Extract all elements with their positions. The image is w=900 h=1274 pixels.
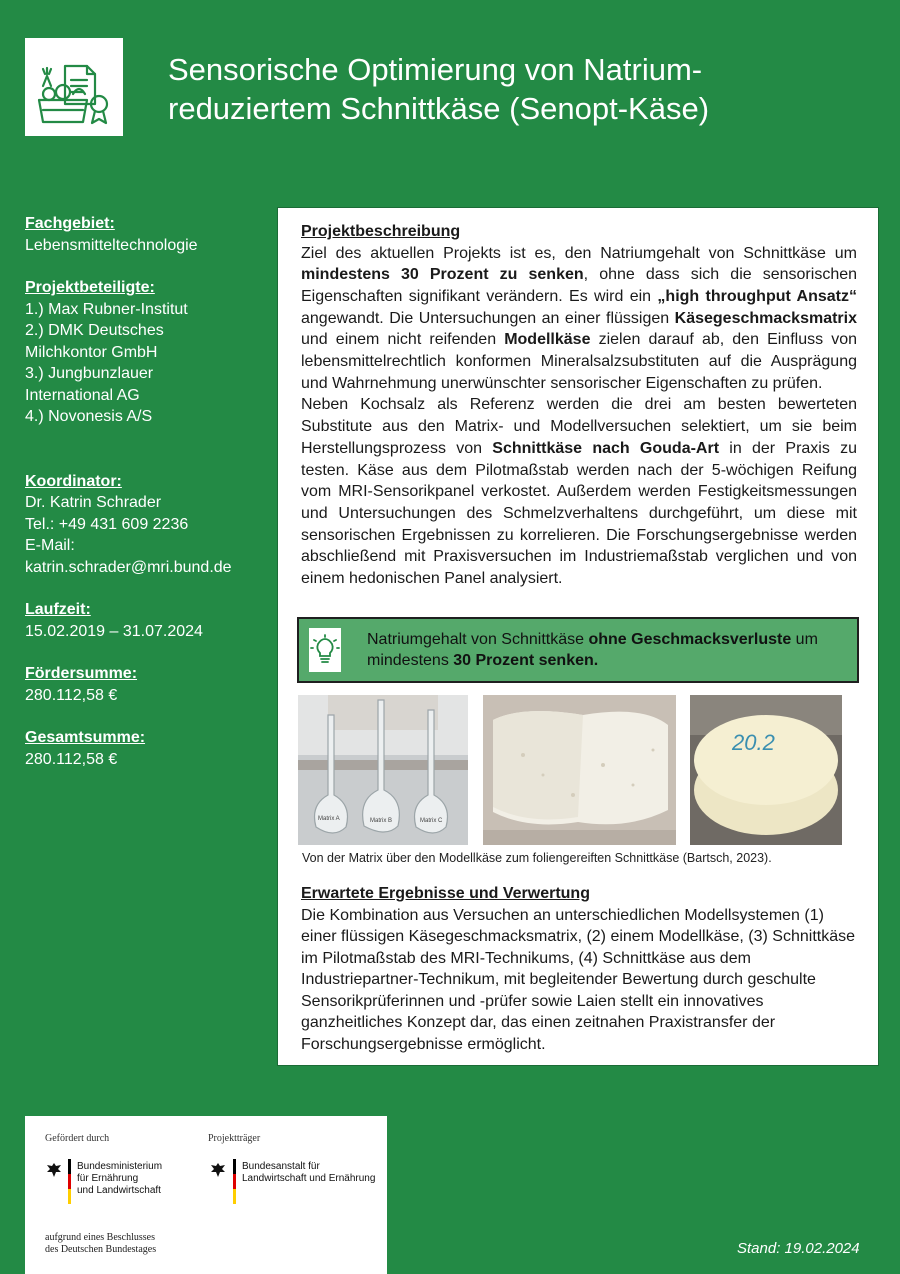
beteiligte-section xyxy=(25,277,270,428)
partner-item: 3.) Jungbunzlauer xyxy=(25,365,154,382)
federal-eagle-icon xyxy=(209,1161,227,1179)
ministry-name: Bundesministerium für Ernährung und Landwirtschaft xyxy=(77,1161,163,1196)
email-label: E-Mail: xyxy=(25,537,75,554)
gesamtsumme-section xyxy=(25,727,270,770)
foerdersumme-value: 280.112,58 € xyxy=(25,686,118,704)
laufzeit-section xyxy=(25,599,270,642)
results-heading: Erwartete Ergebnisse und Verwertung xyxy=(301,885,590,902)
model-cheese-photo xyxy=(483,695,676,845)
project-logo xyxy=(25,38,123,136)
german-flag xyxy=(233,1159,236,1204)
beteiligte-heading: Projektbeteiligte: xyxy=(25,279,155,296)
photo-caption: Von der Matrix über den Modellkäse zum foliengereiften Schnittkäse (Bartsch, 2023). xyxy=(302,851,772,865)
laufzeit-value: 15.02.2019 – 31.07.2024 xyxy=(25,622,203,640)
results-section xyxy=(301,883,857,1055)
description-panel xyxy=(277,207,879,1066)
description-heading: Projektbeschreibung xyxy=(301,223,461,240)
project-info-sidebar xyxy=(25,213,270,791)
page-title xyxy=(168,50,868,128)
koordinator-phone: Tel.: +49 431 609 2236 xyxy=(25,515,189,533)
projekttraeger-label: Projektträger xyxy=(208,1133,261,1144)
partner-item: 4.) Novonesis A/S xyxy=(25,408,153,425)
koordinator-email-link[interactable]: katrin.schrader@mri.bund.de xyxy=(25,558,232,576)
gesamtsumme-heading: Gesamtsumme: xyxy=(25,729,146,746)
partner-item: Milchkontor GmbH xyxy=(25,343,158,361)
lightbulb-icon xyxy=(309,628,341,672)
agency-name: Bundesanstalt für Landwirtschaft und Ernährung xyxy=(242,1161,376,1184)
flask-label: Matrix C xyxy=(420,818,443,824)
title-line-1: Sensorische Optimierung von Natrium- xyxy=(168,52,703,87)
key-goal-callout xyxy=(297,617,859,683)
gefoerdert-label: Gefördert durch xyxy=(45,1133,110,1144)
description-paragraph-2: Neben Kochsalz als Referenz werden die drei am besten bewerteten Substitute aus den Matrix- und Modellversuchen selektiert, um sie beim Herstellungsprozess von Schnittkäse nach Gouda-Art in der Praxis zu testen. Käse aus dem Pilotmaßstab werden nach der 5-wöchigen Reifung vom MRI-Sensorikpanel verkostet. Außerdem werden Festigkeitsmessungen und Untersuchungen des Schmelzverhaltens durchgeführt, um diese mit sensorischen Ergebnissen zu korrelieren. Die Forschungsergebnisse werden abschließend mit Praxisversuchen im Industriemaßstab verglichen und von einem hedonischen Panel analysiert. xyxy=(301,396,857,588)
partner-item: 1.) Max Rubner-Institut xyxy=(25,300,188,318)
results-text: Die Kombination aus Versuchen an unterschiedlichen Modellsystemen (1) einer flüssigen Käsegeschmacksmatrix, (2) einem Modellkäse, (3) Schnittkäse im Pilotmaßstab des MRI-Technikums, (4) Schnittkäse aus dem Industriepartner-Technikum, mit begleitender Bewertung durch geschulte Sensorikprüferinnen und -prüfer sowie Laien stellt ein innovatives ganzheitliches Konzept dar, das einen zeitnahen Praxistransfer der Forschungsergebnisse ermöglicht. xyxy=(301,906,856,1053)
flask-label: Matrix A xyxy=(318,816,340,822)
foerdersumme-heading: Fördersumme: xyxy=(25,665,138,682)
beschluss-note: aufgrund eines Beschlusses des Deutschen Bundestages xyxy=(45,1232,157,1255)
gouda-cheese-photo xyxy=(690,695,842,845)
stand-date: Stand: 19.02.2024 xyxy=(737,1240,860,1257)
vegetable-basket-icon xyxy=(25,38,123,136)
fachgebiet-value: Lebensmitteltechnologie xyxy=(25,236,198,254)
flask-photo xyxy=(298,695,468,845)
flask-label: Matrix B xyxy=(370,818,393,824)
description-paragraph-1: Ziel des aktuellen Projekts ist es, den Natriumgehalt von Schnittkäse um mindestens 30 Prozent zu senken, ohne dass sich die sensorischen Eigenschaften signifikant verändern. Es wird ein „high throughput Ansatz“ angewandt. Die Untersuchungen an einer flüssigen Käsegeschmacksmatrix und einem nicht reifenden Modellkäse zielen darauf ab, den Einfluss von lebensmittelrechtlich konformen Mineralsalzsubstituten auf die Ausprägung und Wahrnehmung unerwünschter sensorischer Eigenschaften zu prüfen. xyxy=(301,244,858,392)
german-flag xyxy=(68,1159,71,1204)
gesamtsumme-value: 280.112,58 € xyxy=(25,750,118,768)
partner-item: International AG xyxy=(25,386,140,404)
callout-text: Natriumgehalt von Schnittkäse ohne Geschmacksverluste um mindestens 30 Prozent senken. xyxy=(367,631,818,669)
fachgebiet-section xyxy=(25,213,270,256)
koordinator-heading: Koordinator: xyxy=(25,472,122,490)
cheese-label: 20.2 xyxy=(732,730,775,755)
title-line-2: reduziertem Schnittkäse (Senopt-Käse) xyxy=(168,91,710,126)
partner-item: 2.) DMK Deutsches xyxy=(25,322,164,339)
koordinator-name: Dr. Katrin Schrader xyxy=(25,494,162,511)
koordinator-section xyxy=(25,471,270,579)
funding-box xyxy=(25,1116,387,1274)
foerdersumme-section xyxy=(25,663,270,706)
fachgebiet-heading: Fachgebiet: xyxy=(25,215,115,232)
laufzeit-heading: Laufzeit: xyxy=(25,601,91,618)
federal-eagle-icon xyxy=(45,1161,63,1179)
photo-strip xyxy=(298,695,858,845)
